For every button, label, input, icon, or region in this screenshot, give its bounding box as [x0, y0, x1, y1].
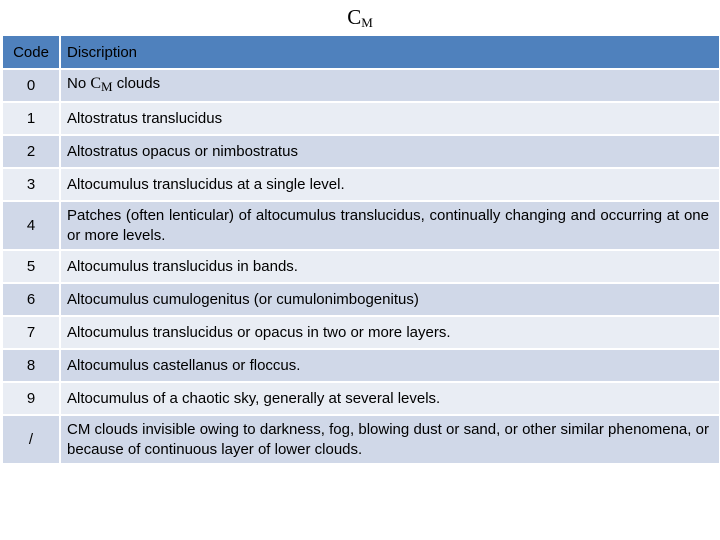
- table-row: [2, 201, 720, 250]
- row-code: 6: [2, 283, 60, 316]
- table-row: [2, 349, 720, 382]
- table-header-row: [2, 35, 720, 69]
- row-description: Altocumulus cumulogenitus (or cumulonimbogenitus): [60, 283, 720, 316]
- page-title: [0, 4, 720, 36]
- row-description: Altocumulus translucidus in bands.: [60, 250, 720, 283]
- table-row: [2, 316, 720, 349]
- table-row: [2, 250, 720, 283]
- table-row: [2, 168, 720, 201]
- table-row: [2, 102, 720, 135]
- row-description: Patches (often lenticular) of altocumulus translucidus, continually changing and occurring at one or more levels.: [60, 201, 720, 250]
- cloud-code-table: [1, 34, 720, 465]
- row-description: Altocumulus castellanus or floccus.: [60, 349, 720, 382]
- row-code: 7: [2, 316, 60, 349]
- row-description: Altocumulus of a chaotic sky, generally at several levels.: [60, 382, 720, 415]
- table-row: [2, 382, 720, 415]
- row-description: CM clouds invisible owing to darkness, fog, blowing dust or sand, or other similar phenomena, or because of continuous layer of lower clouds.: [60, 415, 720, 464]
- row-description: [60, 69, 720, 102]
- header-code: Code: [2, 35, 60, 69]
- row-code: 4: [2, 201, 60, 250]
- row-description: Altocumulus translucidus or opacus in two or more layers.: [60, 316, 720, 349]
- row-code: 1: [2, 102, 60, 135]
- desc-post: clouds: [112, 75, 161, 92]
- desc-pre: No: [67, 75, 91, 92]
- row-description: Altostratus opacus or nimbostratus: [60, 135, 720, 168]
- table-row: [2, 283, 720, 316]
- title-subscript: M: [361, 15, 373, 30]
- row-code: 0: [2, 69, 60, 102]
- row-code: 3: [2, 168, 60, 201]
- title-main: C: [347, 5, 362, 29]
- row-code: /: [2, 415, 60, 464]
- table-row: [2, 69, 720, 102]
- row-description: Altocumulus translucidus at a single level.: [60, 168, 720, 201]
- table-row: [2, 135, 720, 168]
- cm-symbol: [90, 75, 112, 92]
- row-code: 5: [2, 250, 60, 283]
- cm-sub: M: [101, 79, 113, 94]
- header-description: Discription: [60, 35, 720, 69]
- table-row: [2, 415, 720, 464]
- row-code: 2: [2, 135, 60, 168]
- cm-main: C: [90, 75, 102, 92]
- row-code: 9: [2, 382, 60, 415]
- row-code: 8: [2, 349, 60, 382]
- row-description: Altostratus translucidus: [60, 102, 720, 135]
